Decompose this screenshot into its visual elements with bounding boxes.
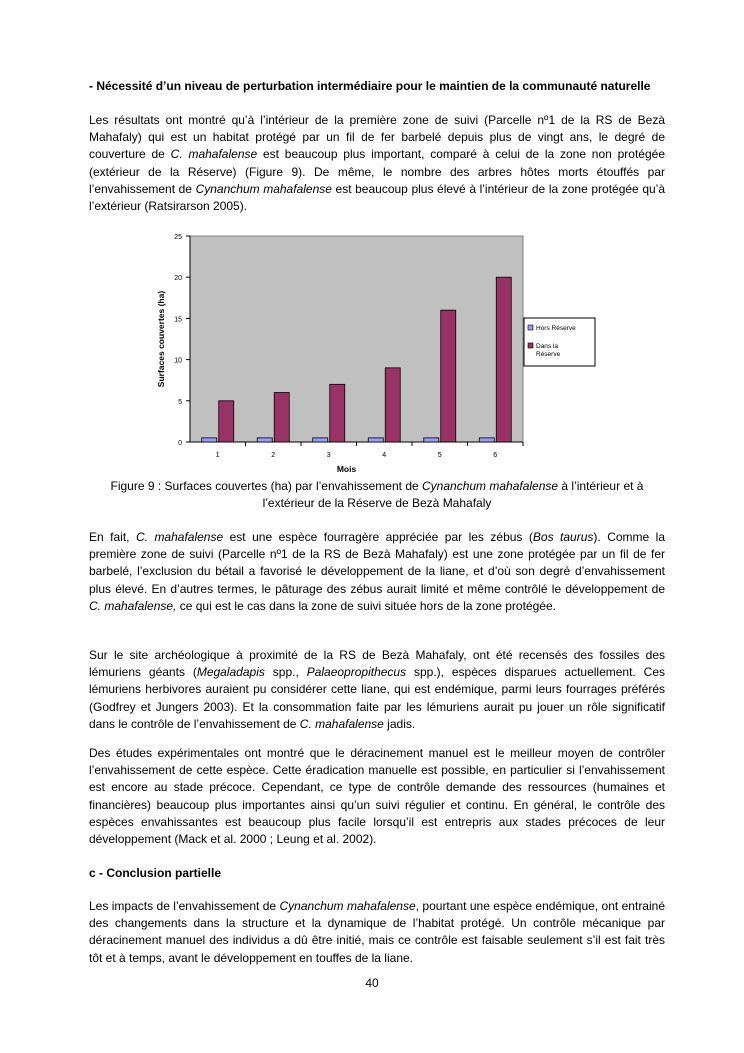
legend-label-hors-reserve: Hors Réserve [536, 325, 576, 332]
y-tick-label: 15 [174, 316, 182, 324]
paragraph-conclusion: Les impacts de l’envahissement de Cynanchum mahafalense, pourtant une espèce endémique, ont entrainé des changements dans la structure et la dynamique de l’habitat protégé. Un contrôle mécanique par déracinement manuel des individus a dû être initié, mais ce contrôle est faisable seulement s’il est fait très tôt et à temps, avant le développement en touffes de la liane. [89, 899, 665, 965]
bar-dans-reserve [496, 277, 511, 442]
x-tick-label: 1 [215, 452, 220, 459]
bar-hors-reserve [479, 438, 494, 442]
bar-dans-reserve [385, 368, 400, 442]
figure-9-chart [0, 226, 744, 696]
bar-dans-reserve [441, 310, 456, 442]
bar-dans-reserve [219, 401, 234, 442]
page-number: 40 [365, 976, 379, 990]
section-heading-perturbation: - Nécessité d’un niveau de perturbation intermédiaire pour le maintien de la communauté naturelle [89, 79, 651, 93]
legend-label-dans-reserve-line1: Dans la [536, 343, 559, 350]
x-tick-label: 2 [271, 452, 276, 459]
y-tick-label: 10 [174, 357, 182, 365]
paragraph-fourragere: En fait, C. mahafalense est une espèce fourragère appréciée par les zébus (Bos taurus). Comme la première zone de suivi (Parcelle nº1 de la RS de Bezà Mahafaly) est une zone protégée par un fil de fer barbelé, l’exclusion du bétail a favorisé le développement de la liane, et d’où son degré d’envahissement plus élevé. En d’autres termes, le pâturage des zébus aurait limité et même contrôlé le développement de C. mahafalense, ce qui est le cas dans la zone de suivi située hors de la zone protégée. [89, 530, 666, 613]
y-tick-label: 25 [174, 234, 182, 241]
y-tick-label: 5 [178, 398, 182, 406]
figure-9-caption: Figure 9 : Surfaces couvertes (ha) par l’envahissement de Cynanchum mahafalense à l’intérieur et à l’extérieur de la Réserve de Bezà Mahafaly [110, 479, 644, 510]
x-tick-label: 6 [493, 452, 498, 459]
bar-hors-reserve [368, 438, 383, 442]
bar-dans-reserve [330, 384, 345, 442]
bar-hors-reserve [257, 438, 272, 442]
x-axis-title: Mois [336, 464, 357, 474]
bar-hors-reserve [424, 438, 439, 442]
legend-swatch-dans-reserve [528, 343, 533, 348]
paragraph-archeologique: Sur le site archéologique à proximité de la RS de Bezà Mahafaly, ont été recensés des fossiles des lémuriens géants (Megaladapis spp., Palaeopropithecus spp.), espèces disparues actuellement. Ces lémuriens herbivores auraient pu considérer cette liane, qui est endémique, parmi leurs fourrages préférés (Godfrey et Jungers 2003). Et la consommation faite par les lémuriens aurait pu jouer un rôle significatif dans le contrôle de l’envahissement de C. mahafalense jadis. [89, 648, 666, 731]
plot-area [190, 236, 523, 442]
legend-swatch-hors-reserve [528, 325, 533, 330]
section-heading-conclusion: c - Conclusion partielle [89, 866, 222, 880]
y-tick-label: 0 [178, 440, 182, 447]
bar-hors-reserve [313, 438, 328, 442]
bar-hors-reserve [202, 438, 217, 442]
paragraph-experimentales: Des études expérimentales ont montré que le déracinement manuel est le meilleur moyen de contrôler l’envahissement de cette espèce. Cette éradication manuelle est possible, en particulier si l’envahissement est encore au stade précoce. Cependant, ce type de contrôle demande des ressources (humaines et financières) beaucoup plus importantes ainsi qu’un suivi régulier et continu. En général, le contrôle des espèces envahissantes est beaucoup plus facile lorsqu’il est entrepris aux stades précoces de leur développement (Mack et al. 2000 ; Leung et al. 2002). [89, 746, 665, 847]
x-tick-label: 3 [326, 452, 331, 459]
bar-dans-reserve [274, 393, 289, 442]
x-tick-label: 5 [437, 452, 442, 459]
paragraph-results: Les résultats ont montré qu’à l’intérieur de la première zone de suivi (Parcelle nº1 de la RS de Bezà Mahafaly) qui est un habitat protégé par un fil de fer barbelé depuis plus de vingt ans, le degré de couverture de C. mahafalense est beaucoup plus important, comparé à celui de la zone non protégée (extérieur de la Réserve) (Figure 9). De même, le nombre des arbres hôtes morts étouffés par l’envahissement de Cynanchum mahafalense est beaucoup plus élevé à l’intérieur de la zone protégée qu’à l’extérieur (Ratsirarson 2005). [89, 113, 666, 214]
x-tick-label: 4 [382, 452, 387, 459]
y-tick-label: 20 [174, 275, 182, 283]
y-axis-title: Surfaces couvertes (ha) [156, 290, 166, 388]
legend-label-dans-reserve-line2: Réserve [536, 351, 561, 358]
